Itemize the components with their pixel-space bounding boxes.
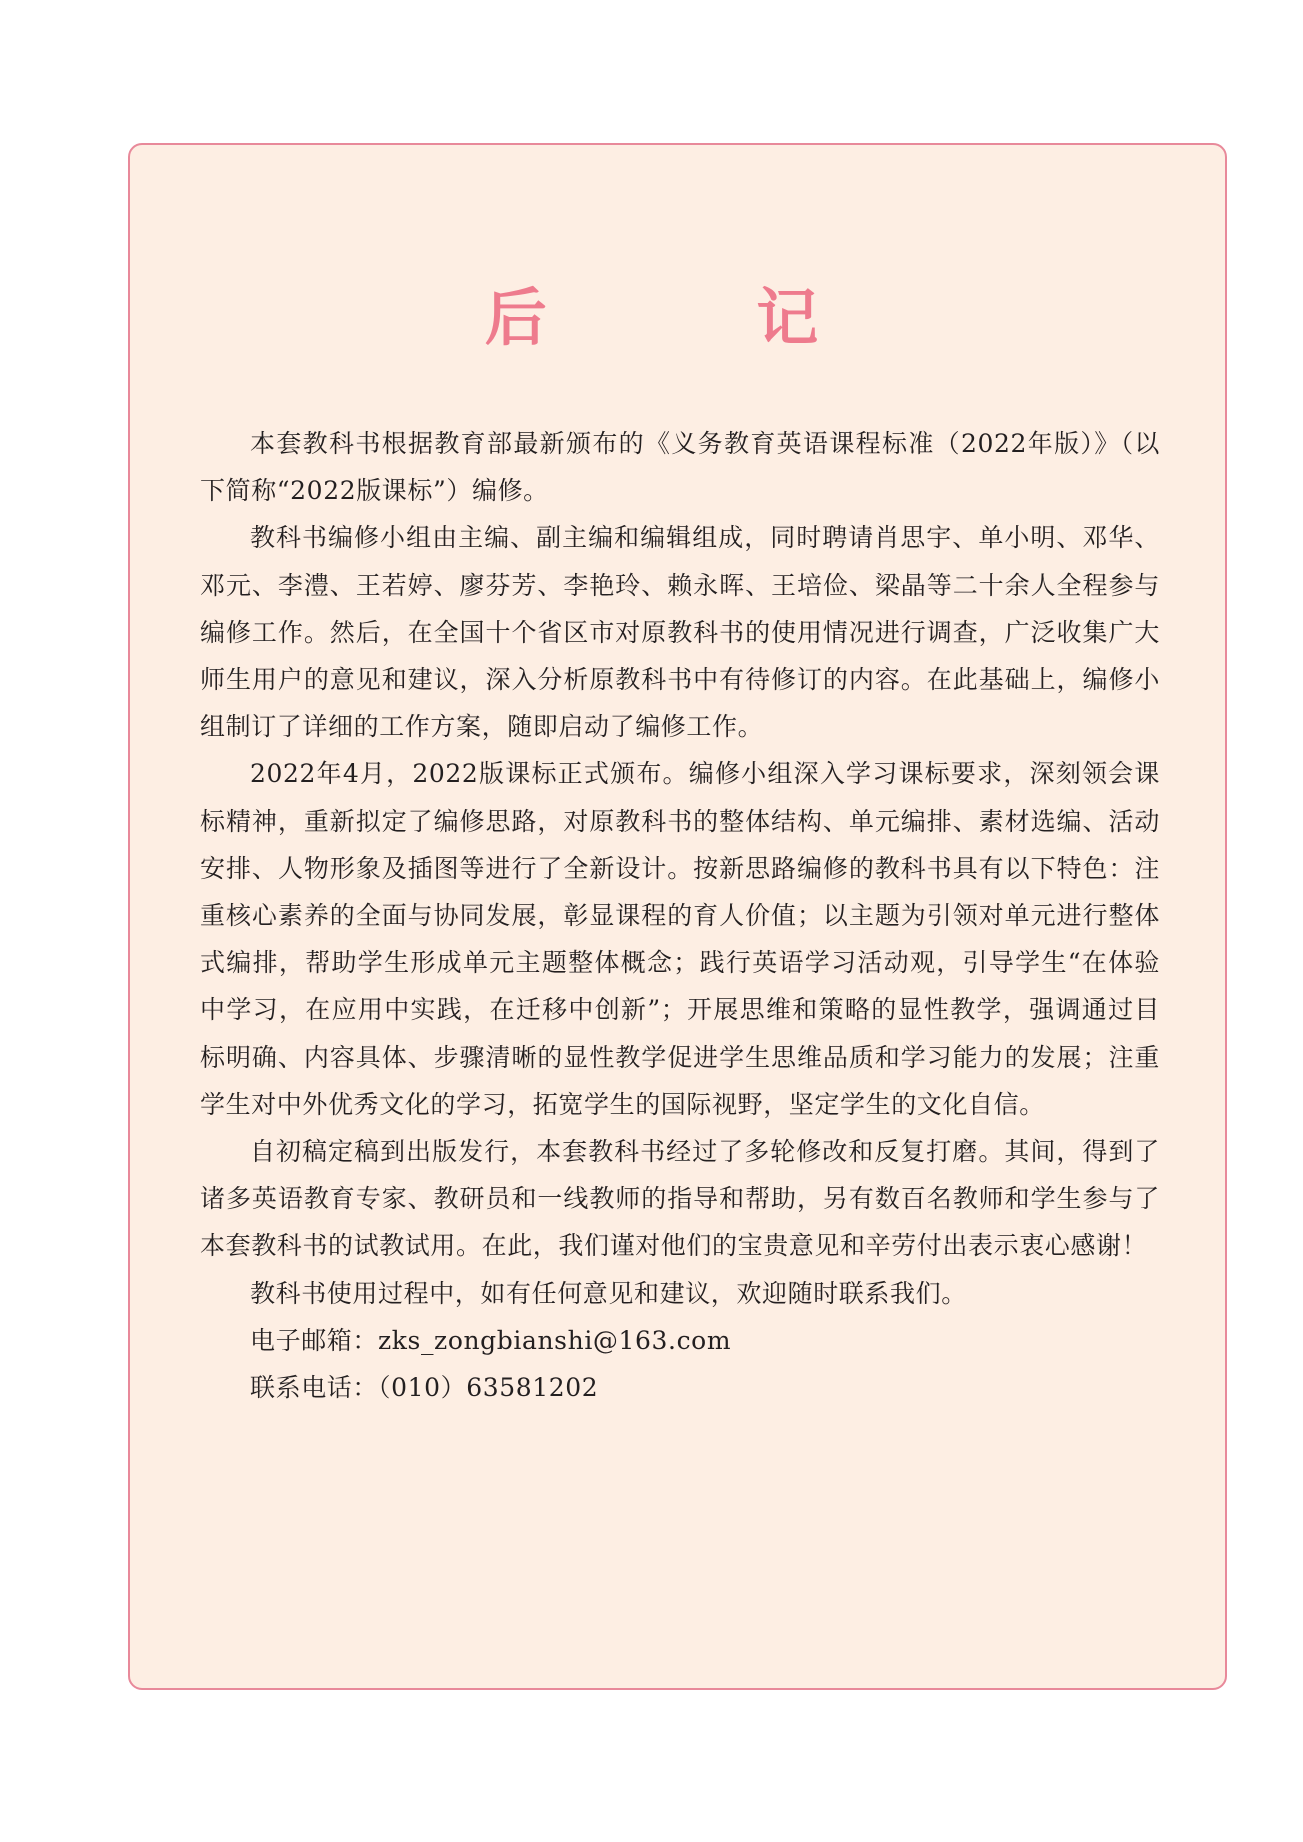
contact-email: 电子邮箱：zks_zongbianshi@163.com [250, 1325, 732, 1355]
paragraph-acknowledgements: 自初稿定稿到出版发行，本套教科书经过了多轮修改和反复打磨。其间，得到了诸多英语教育专家、教研员和一线教师的指导和帮助，另有数百名教师和学生参与了本套教科书的试教试用。在此，我们谨对他们的宝贵意见和辛劳付出表示衷心感谢！ [200, 1137, 1160, 1261]
paragraph-curriculum-standard: 本套教科书根据教育部最新颁布的《义务教育英语课程标准（2022年版）》（以下简称“2022版课标”）编修。 [200, 429, 1160, 506]
contact-phone: 联系电话：（010）63581202 [250, 1373, 599, 1403]
paragraph-revision-features: 2022年4月，2022版课标正式颁布。编修小组深入学习课标要求，深刻领会课标精神，重新拟定了编修思路，对原教科书的整体结构、单元编排、素材选编、活动安排、人物形象及插图等进行了全新设计。按新思路编修的教科书具有以下特色：注重核心素养的全面与协同发展，彰显课程的育人价值；以主题为引领对单元进行整体式编排，帮助学生形成单元主题整体概念；践行英语学习活动观，引导学生“在体验中学习，在应用中实践，在迁移中创新”；开展思维和策略的显性教学，强调通过目标明确、内容具体、步骤清晰的显性教学促进学生思维品质和学习能力的发展；注重学生对中外优秀文化的学习，拓宽学生的国际视野，坚定学生的文化自信。 [200, 759, 1160, 1119]
afterword-body [200, 420, 1160, 1411]
paragraph-editorial-team: 教科书编修小组由主编、副主编和编辑组成，同时聘请肖思宇、单小明、邓华、邓元、李澧、王若婷、廖芬芳、李艳玲、赖永晖、王培俭、梁晶等二十余人全程参与编修工作。然后，在全国十个省区市对原教科书的使用情况进行调查，广泛收集广大师生用户的意见和建议，深入分析原教科书中有待修订的内容。在此基础上，编修小组制订了详细的工作方案，随即启动了编修工作。 [200, 523, 1160, 742]
paragraph-feedback-invitation: 教科书使用过程中，如有任何意见和建议，欢迎随时联系我们。 [250, 1278, 967, 1308]
page-title: 后 记 [484, 281, 913, 354]
